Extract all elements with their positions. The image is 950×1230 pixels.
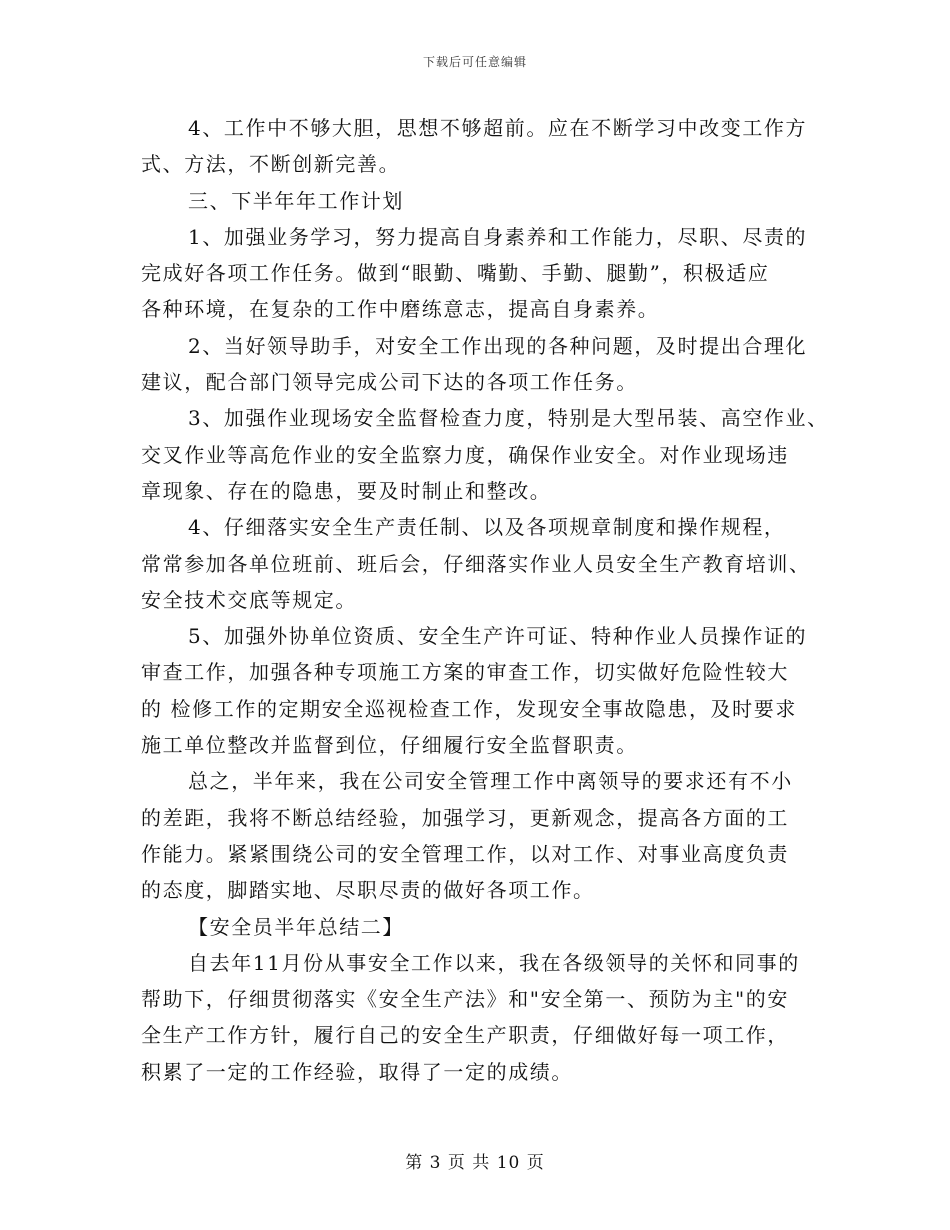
text-line: 2、当好领导助手，对安全工作出现的各种问题，及时提出合理化 [188,333,808,358]
text-line: 交叉作业等高危作业的安全监察力度，确保作业安全。对作业现场违 [141,442,789,467]
text-line: 常常参加各单位班前、班后会，仔细落实作业人员安全生产教育培训、 [141,551,811,576]
page-number-footer: 第 3 页 共 10 页 [405,1153,545,1173]
text-line: 各种环境，在复杂的工作中磨练意志，提高自身素养。 [141,297,660,322]
text-line: 建议，配合部门领导完成公司下达的各项工作任务。 [141,370,638,395]
text-line: 3、加强作业现场安全监督检查力度，特别是大型吊装、高空作业、 [188,406,829,431]
text-line: 总之，半年来，我在公司安全管理工作中离领导的要求还有不小 [188,769,793,794]
text-line: 的态度，脚踏实地、尽职尽责的做好各项工作。 [141,878,595,903]
text-line: 审查工作，加强各种专项施工方案的审查工作，切实做好危险性较大 [141,660,789,685]
text-line: 施工单位整改并监督到位，仔细履行安全监督职责。 [141,733,638,758]
text-line: 完成好各项工作任务。做到“眼勤、嘴勤、手勤、腿勤”，积极适应 [141,261,770,286]
header-note: 下载后可任意编辑 [422,55,527,69]
text-line: 帮助下，仔细贯彻落实《安全生产法》和"安全第一、预防为主"的安 [141,987,789,1012]
text-line: 全生产工作方针，履行自己的安全生产职责，仔细做好每一项工作， [141,1023,789,1048]
text-line: 作能力。紧紧围绕公司的安全管理工作，以对工作、对事业高度负责 [141,841,789,866]
text-line: 安全技术交底等规定。 [141,587,357,612]
text-line: 章现象、存在的隐患，要及时制止和整改。 [141,478,552,503]
text-line: 1、加强业务学习，努力提高自身素养和工作能力，尽职、尽责的 [188,224,808,249]
text-line: 积累了一定的工作经验，取得了一定的成绩。 [141,1059,573,1084]
document-body [141,110,831,1090]
text-line: 的差距，我将不断总结经验，加强学习，更新观念，提高各方面的工 [141,805,789,830]
text-line: 5、加强外协单位资质、安全生产许可证、特种作业人员操作证的 [188,624,808,649]
text-line: 4、工作中不够大胆，思想不够超前。应在不断学习中改变工作方 [188,116,808,140]
text-line: 4、仔细落实安全生产责任制、以及各项规章制度和操作规程， [188,515,786,540]
text-line: 【安全员半年总结二】 [188,914,404,939]
text-line: 自去年11月份从事安全工作以来，我在各级领导的关怀和同事的 [188,950,800,975]
text-line: 的 检修工作的定期安全巡视检查工作，发现安全事故隐患，及时要求 [141,696,797,721]
text-line: 三、下半年年工作计划 [188,188,404,213]
text-line: 式、方法，不断创新完善。 [141,152,401,177]
